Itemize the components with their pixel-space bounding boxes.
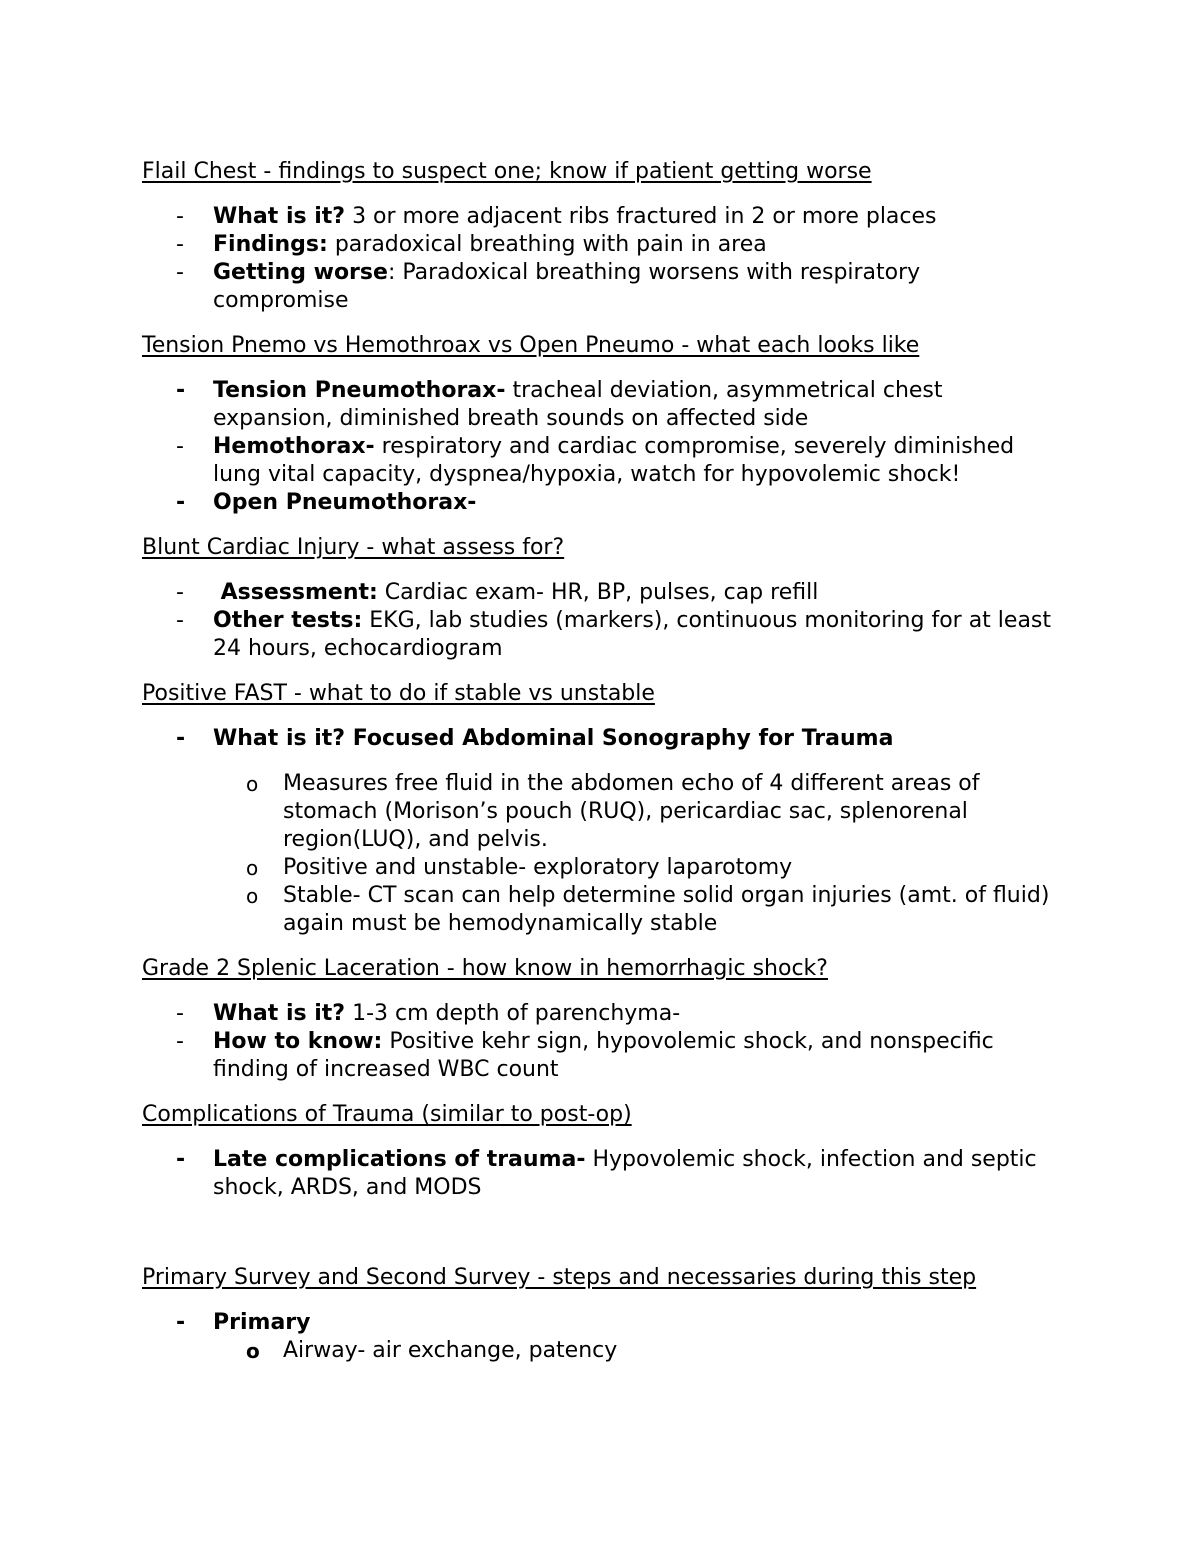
item-text: Measures free fluid in the abdomen echo of 4 different areas of stomach (Morison’s pouch (RUQ), pericardiac sac, splenorenal region(LUQ), and pelvis. [283,771,980,852]
survey-sublist [142,1337,1062,1365]
sub-list-item [142,882,1062,938]
positive-fast-list [142,725,1062,753]
item-label: Primary [213,1310,311,1335]
item-label: What is it? Focused Abdominal Sonography for Trauma [213,726,894,751]
complications-list [142,1146,1062,1202]
item-label: Other tests: [213,608,363,633]
section-heading-blunt-cardiac: Blunt Cardiac Injury - what assess for? [142,535,565,560]
circle-bullet: o [246,1339,260,1363]
item-label: Assessment: [213,580,378,605]
sub-list-item [142,1337,1062,1365]
list-item [142,1000,1062,1028]
circle-bullet: o [246,772,259,796]
item-text: Hypovolemic shock, infection and septic shock, ARDS, and MODS [213,1147,1037,1200]
list-item [142,579,1062,607]
circle-bullet: o [246,884,259,908]
item-label: Open Pneumothorax- [213,490,477,515]
item-text: respiratory and cardiac compromise, severely diminished lung vital capacity, dyspnea/hypoxia, watch for hypovolemic shock! [213,434,1015,487]
list-item [142,1028,1062,1084]
dash-bullet: - [176,204,184,229]
item-text: Airway- air exchange, patency [283,1338,618,1363]
item-text: Positive kehr sign, hypovolemic shock, and nonspecific finding of increased WBC count [213,1029,994,1082]
item-label: Findings: [213,232,328,257]
sub-list-item [142,770,1062,854]
item-text: EKG, lab studies (markers), continuous monitoring for at least 24 hours, echocardiogram [213,608,1052,661]
item-text: Stable- CT scan can help determine solid organ injuries (amt. of fluid) again must be hemodynamically stable [283,883,1050,936]
survey-list [142,1309,1062,1337]
sub-list-item [142,854,1062,882]
list-item [142,231,1062,259]
list-item [142,377,1062,433]
dash-bullet: - [176,1147,186,1172]
dash-bullet: - [176,232,184,257]
item-label: Getting worse [213,260,388,285]
dash-bullet: - [176,490,186,515]
item-text: Cardiac exam- HR, BP, pulses, cap refill [377,580,819,605]
dash-bullet: - [176,608,184,633]
list-item [142,1309,1062,1337]
pneumothorax-list [142,377,1062,517]
list-item [142,725,1062,753]
list-item [142,1146,1062,1202]
section-heading-flail-chest: Flail Chest - findings to suspect one; know if patient getting worse [142,159,872,184]
section-heading-splenic-laceration: Grade 2 Splenic Laceration - how know in hemorrhagic shock? [142,956,828,981]
item-text: tracheal deviation, asymmetrical chest expansion, diminished breath sounds on affected side [213,378,943,431]
item-label: Late complications of trauma- [213,1147,586,1172]
dash-bullet: - [176,726,186,751]
item-label: What is it? [213,204,346,229]
blunt-cardiac-list [142,579,1062,663]
section-heading-survey: Primary Survey and Second Survey - steps and necessaries during this step [142,1265,977,1290]
item-text: 1-3 cm depth of parenchyma- [345,1001,681,1026]
item-label: Hemothorax- [213,434,375,459]
section-heading-pneumothorax: Tension Pnemo vs Hemothroax vs Open Pneumo - what each looks like [142,333,920,358]
dash-bullet: - [176,580,184,605]
dash-bullet: - [176,1310,186,1335]
item-text: paradoxical breathing with pain in area [327,232,767,257]
dash-bullet: - [176,1029,184,1054]
document-page [142,158,1062,1365]
item-label: Tension Pneumothorax- [213,378,506,403]
item-label: What is it? [213,1001,346,1026]
circle-bullet: o [246,856,259,880]
list-item [142,259,1062,315]
item-text: : Paradoxical breathing worsens with respiratory compromise [213,260,921,313]
list-item [142,203,1062,231]
flail-chest-list [142,203,1062,315]
list-item [142,607,1062,663]
item-label: How to know: [213,1029,383,1054]
positive-fast-sublist [142,770,1062,938]
dash-bullet: - [176,260,184,285]
list-item [142,433,1062,489]
item-text: 3 or more adjacent ribs fractured in 2 or more places [345,204,937,229]
section-heading-complications: Complications of Trauma (similar to post-op) [142,1102,632,1127]
dash-bullet: - [176,1001,184,1026]
dash-bullet: - [176,434,184,459]
list-item [142,489,1062,517]
section-heading-positive-fast: Positive FAST - what to do if stable vs unstable [142,681,655,706]
dash-bullet: - [176,378,186,403]
splenic-list [142,1000,1062,1084]
item-text: Positive and unstable- exploratory laparotomy [283,855,793,880]
